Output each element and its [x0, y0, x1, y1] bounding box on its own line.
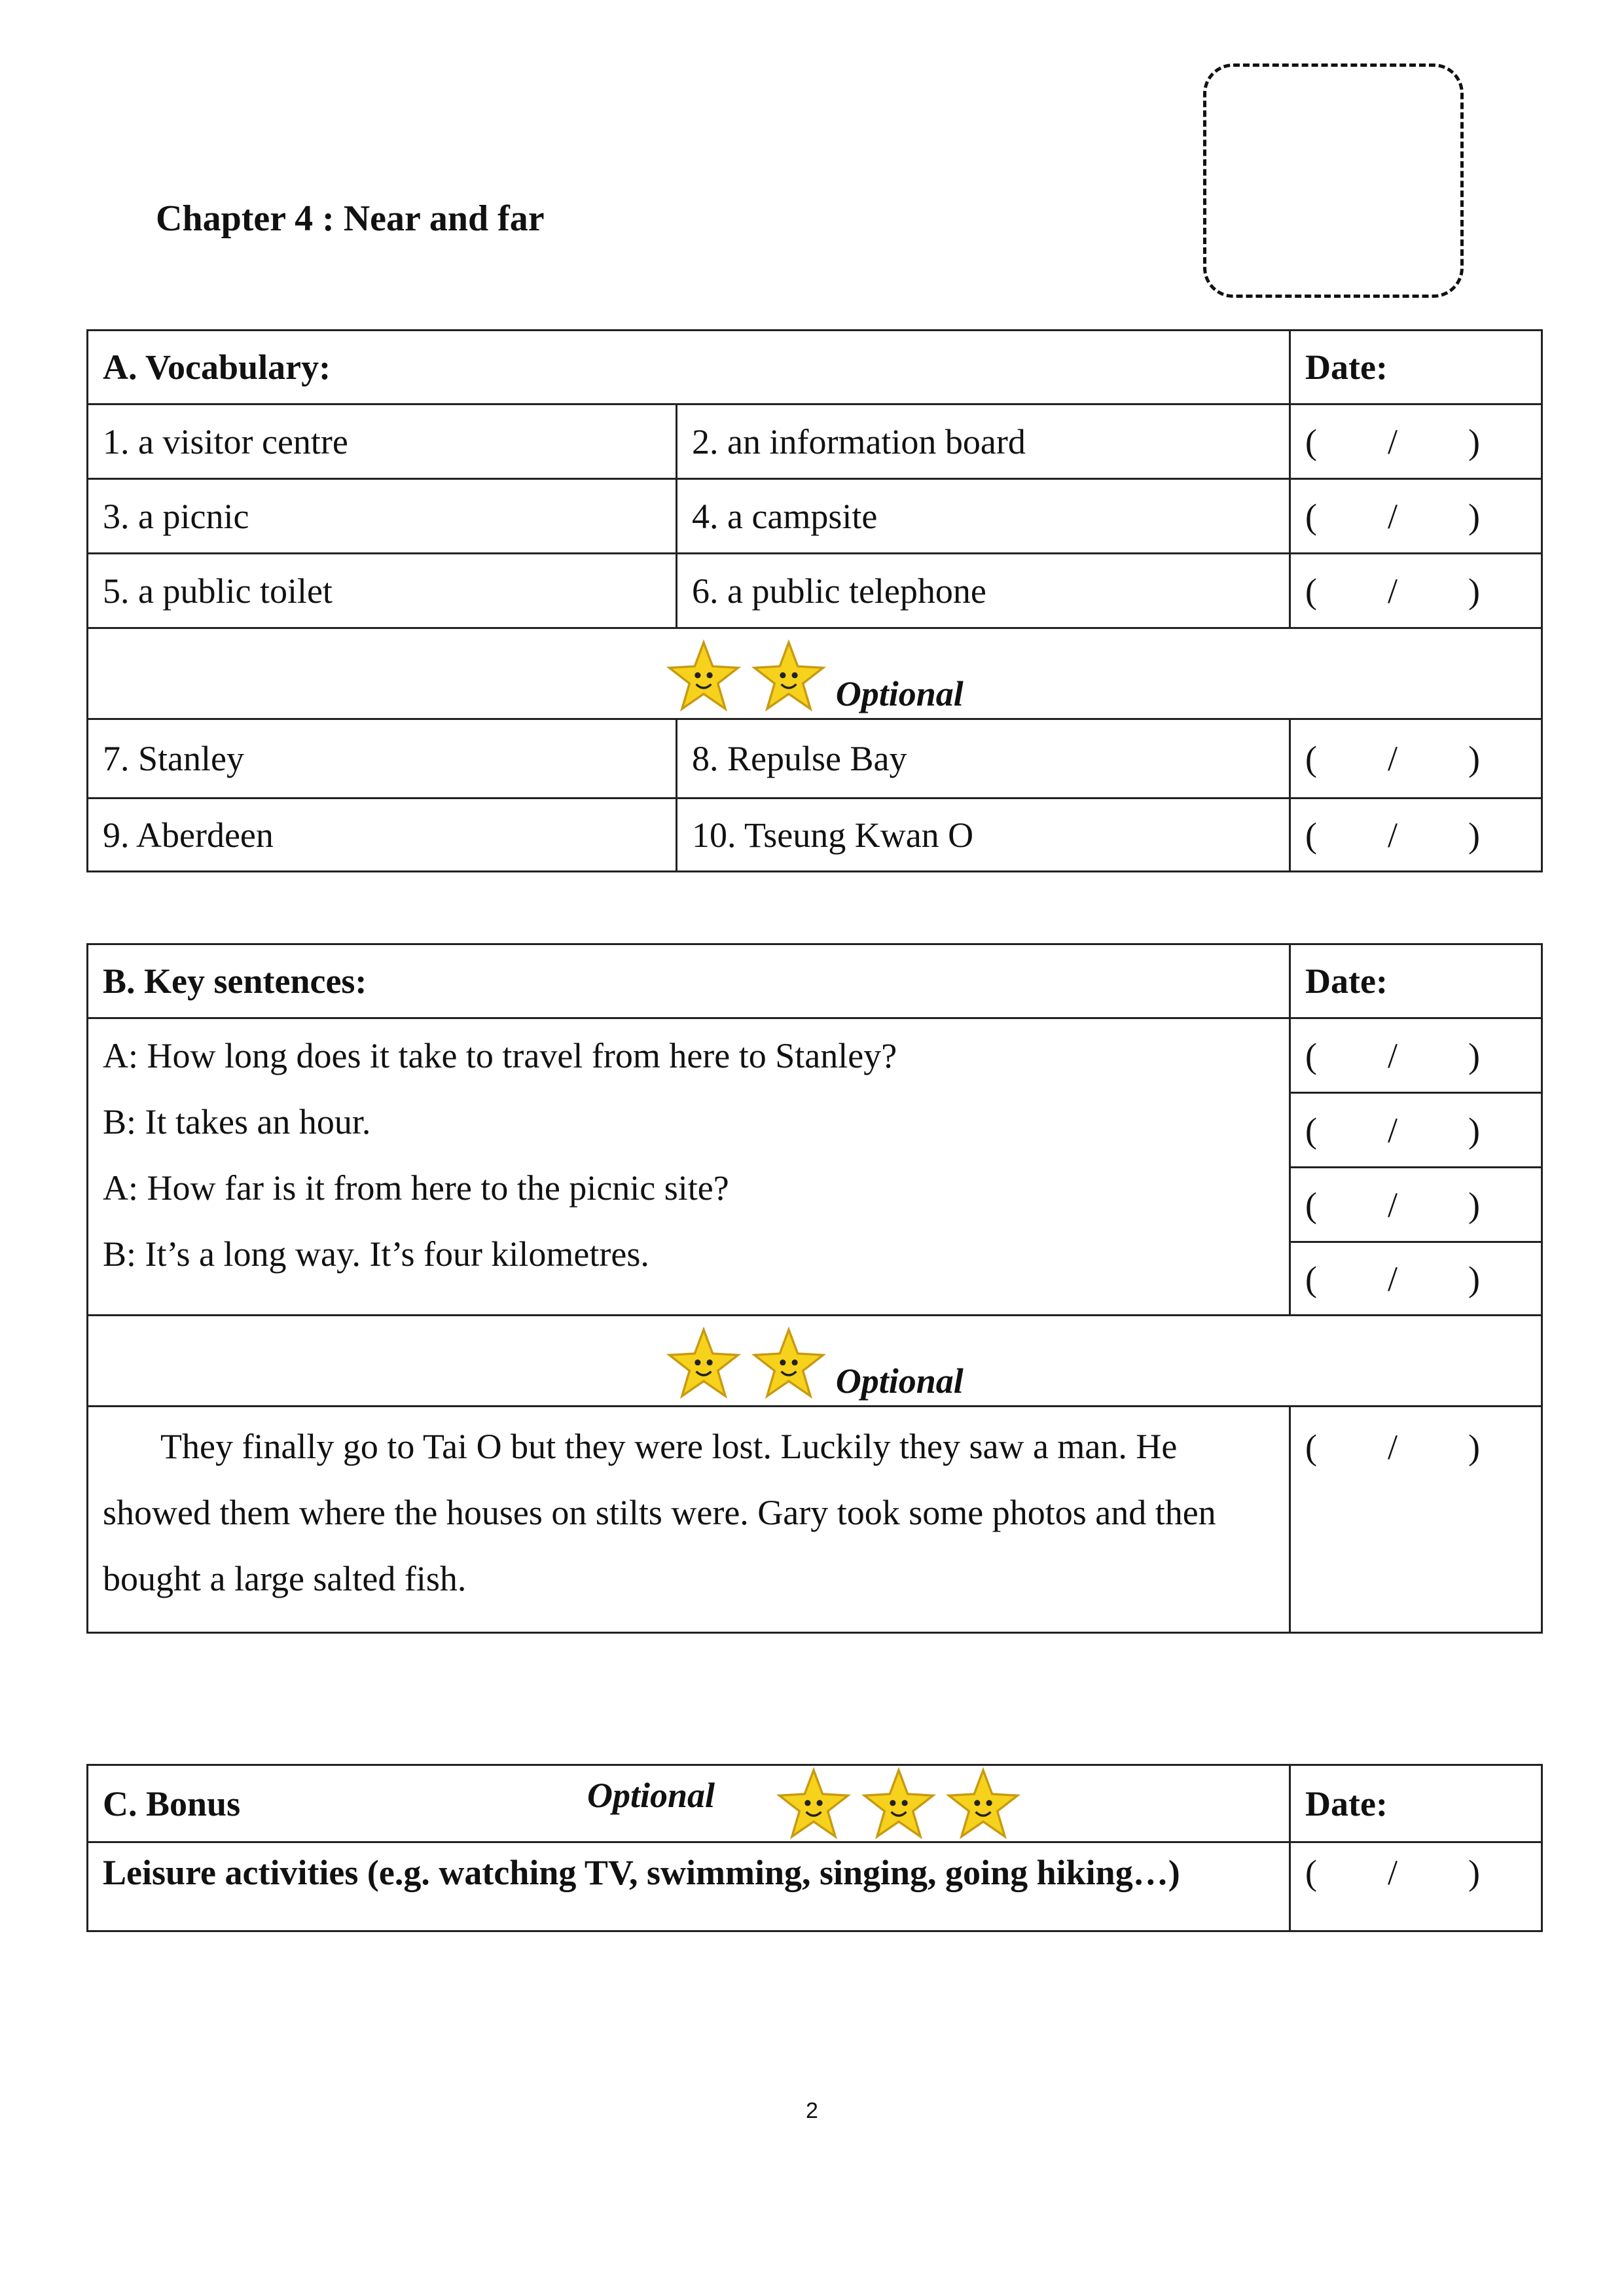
key-sentences — [88, 1018, 1290, 1316]
key-sentence: A: How far is it from here to the picnic site? — [103, 1168, 729, 1208]
key-sentence: B: It takes an hour. — [103, 1102, 371, 1141]
bonus-header — [88, 1765, 1290, 1842]
page-number: 2 — [806, 2098, 818, 2123]
vocab-item: 7. Stanley — [88, 719, 677, 798]
stamp-box — [1203, 63, 1464, 298]
date-slot: ( / ) — [1290, 479, 1542, 554]
smiley-star-icon — [751, 1327, 827, 1401]
section-c-date-label: Date: — [1290, 1765, 1542, 1842]
section-c-heading: C. Bonus — [103, 1784, 241, 1823]
optional-label: Optional — [587, 1776, 715, 1815]
date-slot: ( / ) — [1290, 1842, 1542, 1931]
table-row — [88, 554, 1542, 628]
vocab-item: 2. an information board — [677, 404, 1290, 479]
date-slot: ( / ) — [1290, 1168, 1542, 1242]
table-row — [88, 719, 1542, 798]
optional-banner — [88, 1316, 1542, 1407]
key-sentence: B: It’s a long way. It’s four kilometres. — [103, 1234, 649, 1274]
date-slot: ( / ) — [1290, 404, 1542, 479]
optional-banner — [88, 628, 1542, 719]
vocabulary-table — [86, 329, 1543, 872]
vocab-item: 4. a campsite — [677, 479, 1290, 554]
date-slot: ( / ) — [1290, 719, 1542, 798]
date-slot: ( / ) — [1290, 1093, 1542, 1168]
bonus-table — [86, 1764, 1543, 1932]
smiley-star-icon — [776, 1767, 852, 1842]
date-slot: ( / ) — [1290, 1242, 1542, 1316]
star-group — [666, 639, 827, 714]
smiley-star-icon — [945, 1767, 1021, 1842]
smiley-star-icon — [666, 1327, 742, 1401]
optional-label: Optional — [835, 674, 964, 713]
smiley-star-icon — [861, 1767, 937, 1842]
table-row — [88, 404, 1542, 479]
smiley-star-icon — [666, 639, 742, 714]
section-a-date-label: Date: — [1290, 331, 1542, 404]
table-row — [88, 798, 1542, 872]
page-title: Chapter 4 : Near and far — [156, 198, 545, 239]
date-slot: ( / ) — [1290, 1407, 1542, 1633]
bonus-prompt: Leisure activities (e.g. watching TV, swimming, singing, going hiking…) — [88, 1842, 1290, 1931]
table-row — [88, 479, 1542, 554]
vocab-item: 10. Tseung Kwan O — [677, 798, 1290, 872]
date-slot: ( / ) — [1290, 554, 1542, 628]
reading-paragraph — [88, 1407, 1290, 1633]
smiley-star-icon — [751, 639, 827, 714]
date-slot: ( / ) — [1290, 1018, 1542, 1093]
vocab-item: 3. a picnic — [88, 479, 677, 554]
section-b-heading: B. Key sentences: — [88, 944, 1290, 1018]
section-a-heading: A. Vocabulary: — [88, 331, 1290, 404]
star-group — [776, 1767, 1021, 1842]
key-sentences-table — [86, 943, 1543, 1634]
vocab-item: 6. a public telephone — [677, 554, 1290, 628]
optional-label: Optional — [835, 1361, 964, 1401]
vocab-item: 5. a public toilet — [88, 554, 677, 628]
reading-paragraph-text: They finally go to Tai O but they were lost. Luckily they saw a man. He showed them where the houses on stilts were. Gary took some photos and then bought a large salted fish. — [103, 1427, 1216, 1598]
section-b-date-label: Date: — [1290, 944, 1542, 1018]
star-group — [666, 1327, 827, 1401]
date-slot: ( / ) — [1290, 798, 1542, 872]
key-sentence: A: How long does it take to travel from here to Stanley? — [103, 1036, 897, 1075]
vocab-item: 9. Aberdeen — [88, 798, 677, 872]
vocab-item: 1. a visitor centre — [88, 404, 677, 479]
vocab-item: 8. Repulse Bay — [677, 719, 1290, 798]
